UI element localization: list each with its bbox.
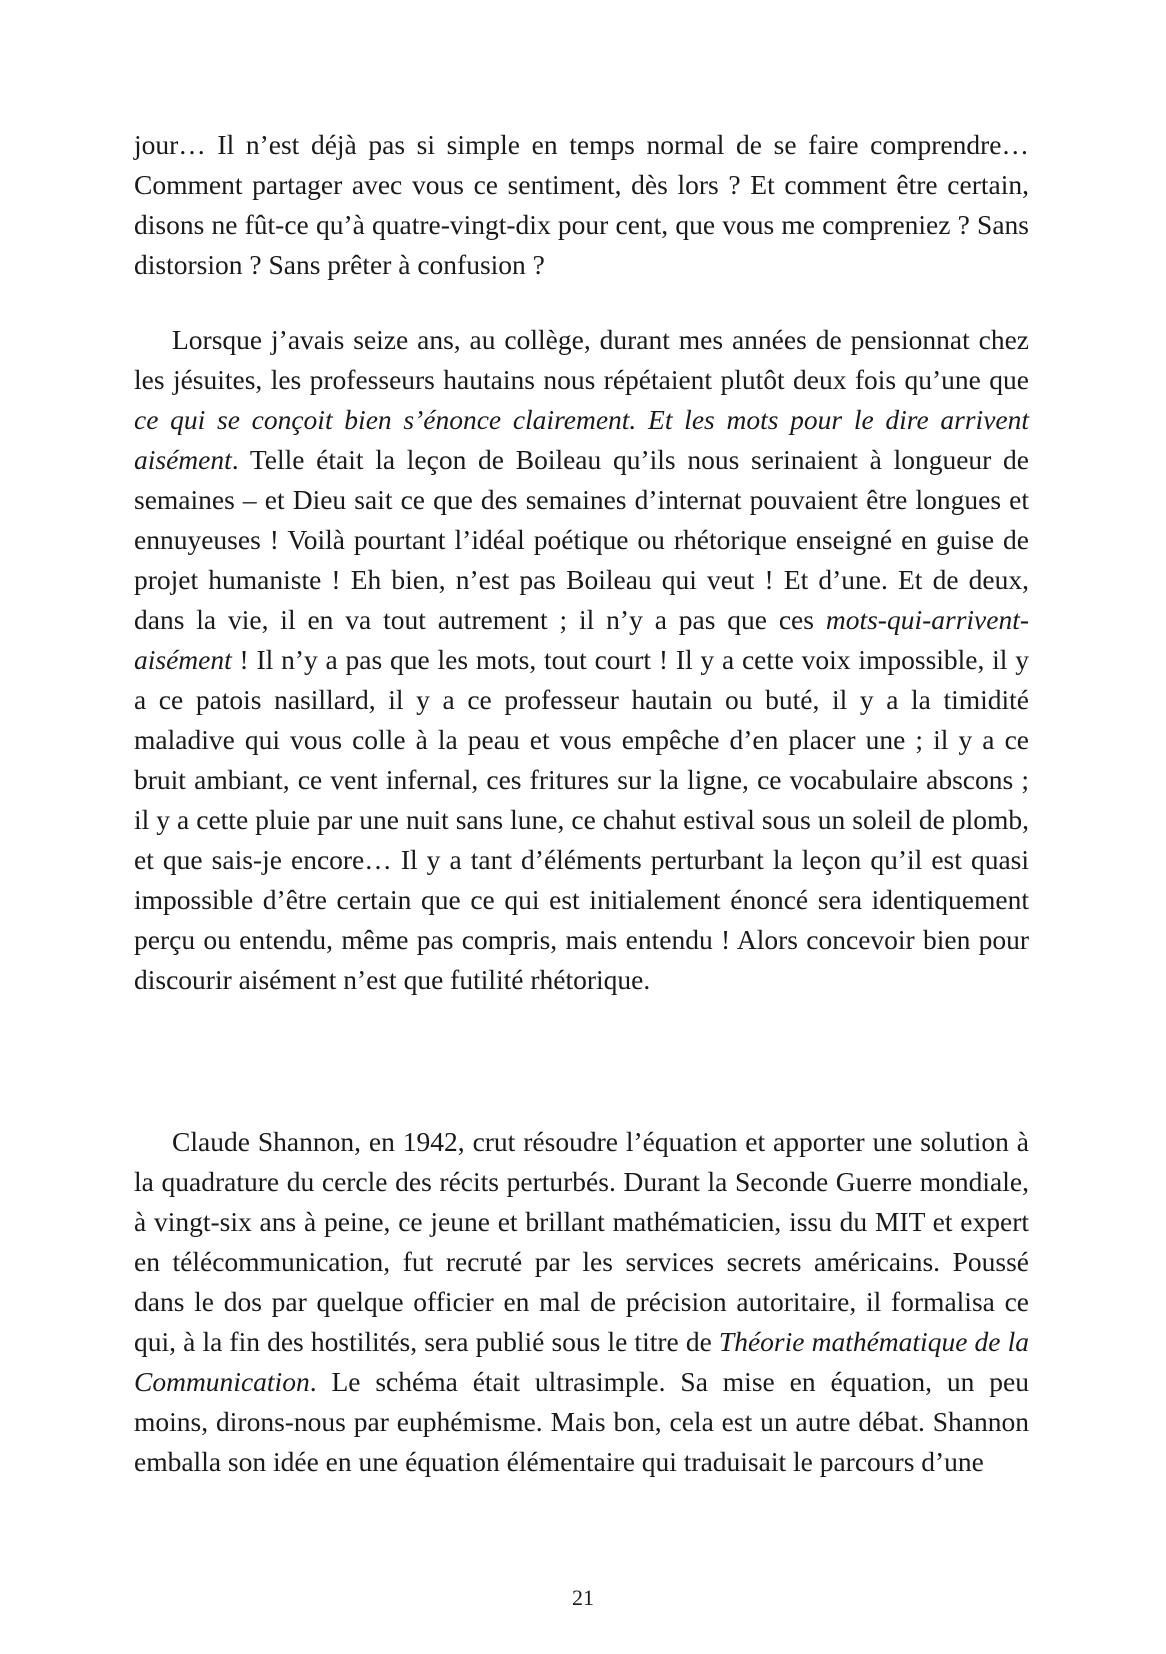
- boileau-quote: ce qui se conçoit bien s’énonce clairement. Et les mots pour le dire arrivent aisément: [134, 404, 1029, 475]
- paragraph-3-text-run: Claude Shannon, en 1942, crut résoudre l’équation et apporter une solution à la quadrature du cercle des récits perturbés. Durant la Seconde Guerre mondiale, à vingt-six ans à peine, ce jeune et brillant mathématicien, issu du MIT et expert en télécommunication, fut recruté par les services secrets américains. Poussé dans le dos par quelque officier en mal de précision autoritaire, il formalisa ce qui, à la fin des hostilités, sera publié sous le titre de: [134, 1126, 1029, 1357]
- paragraph-2-text-run: ! Il n’y a pas que les mots, tout court ! Il y a cette voix impossible, il y a ce patois nasillard, il y a ce professeur hautain ou buté, il y a la timidité maladive qui vous colle à la peau et vous empêche d’en placer une ; il y a ce bruit ambiant, ce vent infernal, ces fritures sur la ligne, ce vocabulaire abscons ; il y a cette pluie par une nuit sans lune, ce chahut estival sous un soleil de plomb, et que sais-je encore… Il y a tant d’éléments perturbant la leçon qu’il est quasi impossible d’être certain que ce qui est initialement énoncé sera identiquement perçu ou entendu, même pas compris, mais entendu ! Alors concevoir bien pour discourir aisément n’est que futilité rhétorique.: [134, 644, 1029, 995]
- paragraph-1: [134, 125, 1029, 285]
- paragraph-3: [134, 1122, 1029, 1482]
- italic-phrase: mots-qui-arrivent-aisément: [134, 604, 1029, 675]
- paragraph-2-text-run: . Telle était la leçon de Boileau qu’ils nous serinaient à longueur de semaines – et Dieu sait ce que des semaines d’internat pouvaient être longues et ennuyeuses ! Voilà pourtant l’idéal poétique ou rhétorique enseigné en guise de projet humaniste ! Eh bien, n’est pas Boileau qui veut ! Et d’une. Et de deux, dans la vie, il en va tout autrement ; il n’y a pas que ces: [134, 444, 1029, 635]
- paragraph-2: [134, 320, 1029, 1000]
- book-title: Théorie mathématique de la Communication: [134, 1326, 1029, 1397]
- paragraph-3-text-run: . Le schéma était ultrasimple. Sa mise en équation, un peu moins, dirons-nous par euphémisme. Mais bon, cela est un autre débat. Shannon emballa son idée en une équation élémentaire qui traduisait le parcours d’une: [134, 1366, 1029, 1477]
- paragraph-1-text: jour… Il n’est déjà pas si simple en temps normal de se faire comprendre… Comment partager avec vous ce sentiment, dès lors ? Et comment être certain, disons ne fût-ce qu’à quatre-vingt-dix pour cent, que vous me compreniez ? Sans distorsion ? Sans prêter à confusion ?: [134, 129, 1029, 280]
- paragraph-2-text-run: Lorsque j’avais seize ans, au collège, durant mes années de pensionnat chez les jésuites, les professeurs hautains nous répétaient plutôt deux fois qu’une que: [134, 324, 1029, 395]
- page-number: 21: [572, 1585, 594, 1610]
